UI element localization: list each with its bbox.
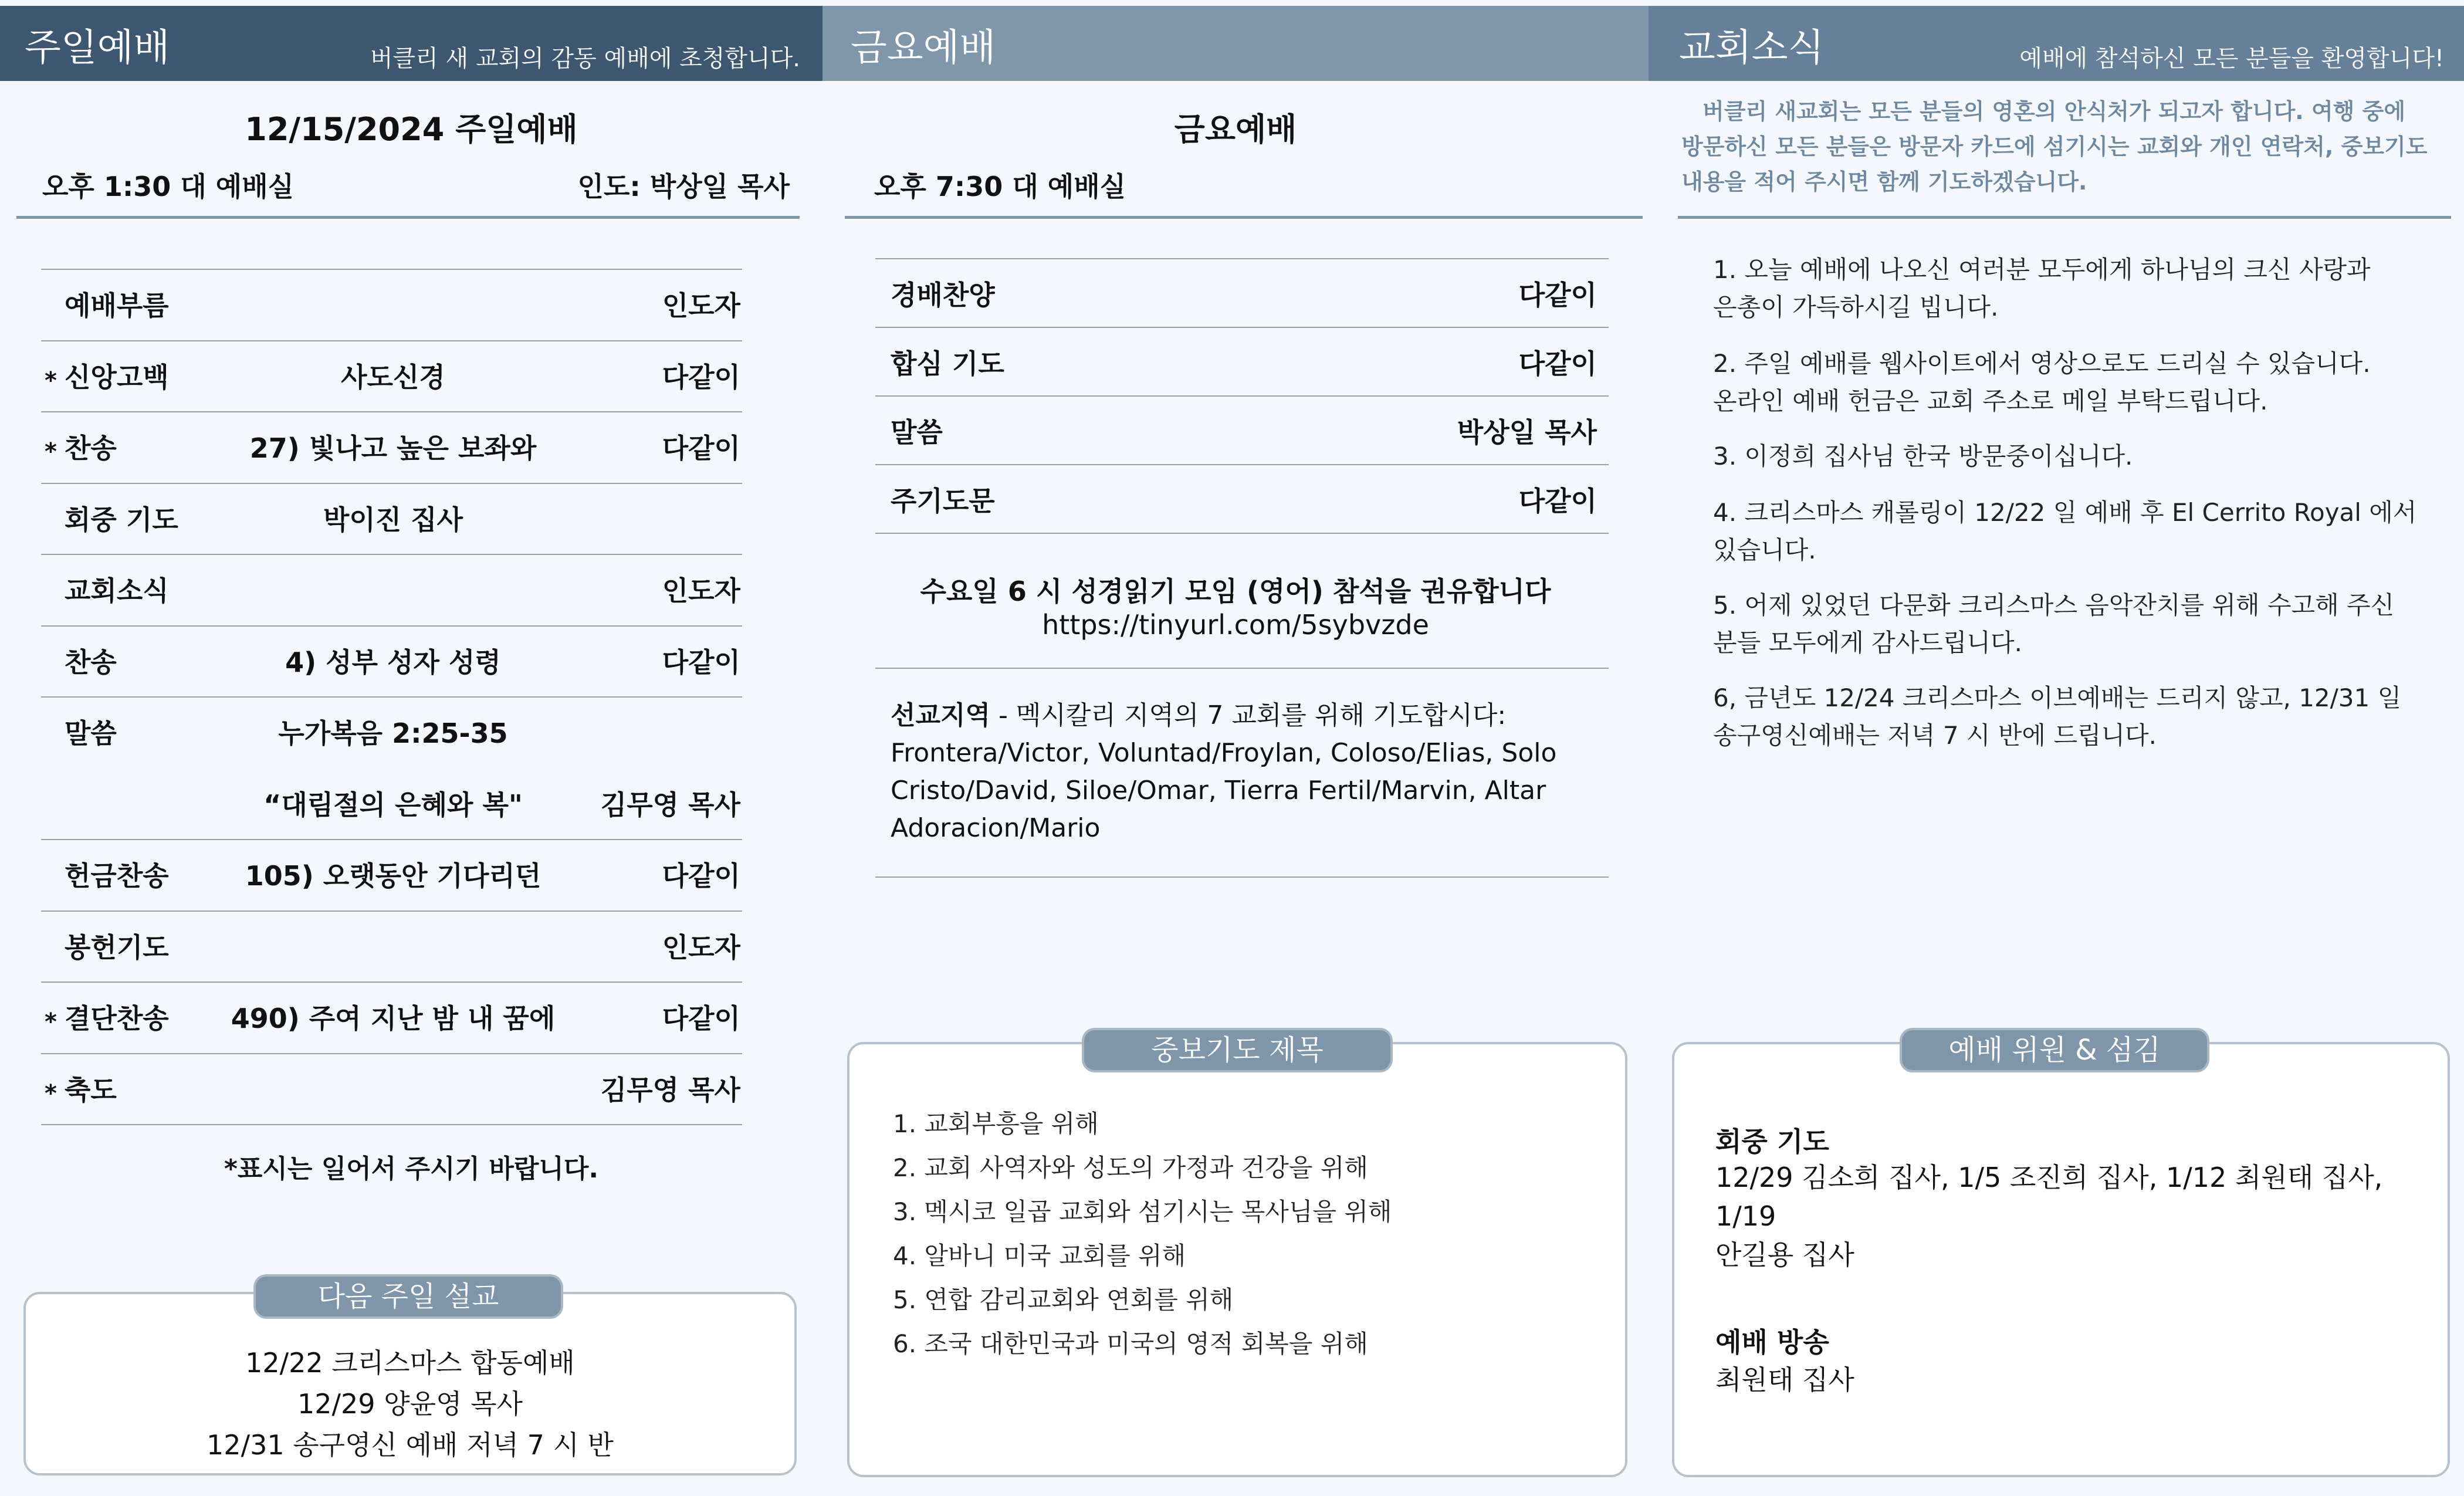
- row-divider: [41, 696, 742, 698]
- worship-item-label: 봉헌기도: [65, 931, 169, 963]
- welcome-message: [1681, 94, 2456, 199]
- worship-item-leader: 다같이: [662, 860, 740, 892]
- worship-item-detail: 105) 오랫동안 기다리던: [245, 860, 541, 892]
- news-item-line: 온라인 예배 헌금은 교회 주소로 메일 부탁드립니다.: [1713, 387, 2268, 415]
- row-divider: [41, 554, 742, 555]
- friday-header-title: 금요예배: [851, 26, 996, 70]
- welcome-line: 내용을 적어 주시면 함께 기도하겠습니다.: [1681, 169, 2087, 195]
- servants-prayer-line: 12/29 김소희 집사, 1/5 조진희 집사, 1/12 최원태 집사, 1/19: [1715, 1162, 2383, 1232]
- worship-item-leader: 다같이: [662, 1003, 740, 1034]
- friday-item-label: 경배찬양: [891, 279, 995, 311]
- sunday-header: [0, 6, 823, 81]
- worship-item-label: 말씀: [65, 717, 117, 749]
- sunday-service-column: [0, 0, 823, 1496]
- servants-prayer-schedule: [1715, 1158, 2443, 1274]
- worship-item-leader: 김무영 목사: [600, 788, 740, 821]
- worship-item-leader: 인도자: [662, 575, 740, 607]
- prayer-topic: 1. 교회부흥을 위해: [893, 1109, 1099, 1138]
- news-item: [1713, 494, 2441, 569]
- sunday-divider: [16, 216, 800, 219]
- friday-divider-3: [875, 876, 1609, 878]
- worship-item-detail: 490) 주여 지난 밤 내 꿈에: [231, 1003, 556, 1034]
- worship-item-detail: 누가복음 2:25-35: [278, 717, 508, 749]
- worship-item-leader: 인도자: [662, 290, 740, 321]
- worship-item-leader: 다같이: [662, 646, 740, 678]
- row-divider: [41, 839, 742, 840]
- friday-item-label: 말씀: [891, 417, 943, 448]
- servants-broadcast-label: 예배 방송: [1715, 1326, 1829, 1358]
- friday-divider: [845, 216, 1643, 219]
- worship-item-leader: 다같이: [662, 361, 740, 393]
- worship-item-detail: 사도신경: [341, 361, 445, 393]
- standing-mark: *: [45, 438, 57, 465]
- church-news-column: [1649, 0, 2464, 1496]
- friday-item-leader: 다같이: [1518, 279, 1597, 311]
- next-sermon-box: [23, 1292, 797, 1475]
- row-divider: [41, 340, 742, 341]
- worship-item-label: 결단찬송: [65, 1003, 169, 1034]
- prayer-topic: 3. 멕시코 일곱 교회와 섬기시는 목사님을 위해: [893, 1197, 1392, 1226]
- welcome-line: 방문하신 모든 분들은 방문자 카드에 섬기시는 교회와 개인 연락처, 중보기도: [1681, 134, 2428, 160]
- welcome-line: 버클리 새교회는 모든 분들의 영혼의 안식처가 되고자 합니다. 여행 중에: [1703, 99, 2406, 124]
- friday-header: [823, 6, 1649, 81]
- next-sermon-line: 12/22 크리스마스 합동예배: [245, 1347, 575, 1379]
- news-header-subtitle: 예배에 참석하신 모든 분들을 환영합니다!: [2019, 45, 2444, 72]
- worship-item-label: 신앙고백: [65, 361, 169, 393]
- worship-item-label: 축도: [65, 1074, 117, 1106]
- row-divider: [41, 411, 742, 412]
- row-divider: [41, 1053, 742, 1054]
- row-divider: [41, 911, 742, 912]
- worship-item-label: 헌금찬송: [65, 860, 169, 892]
- prayer-topic: 6. 조국 대한민국과 미국의 영적 회복을 위해: [893, 1329, 1368, 1358]
- worship-item-label: 교회소식: [65, 575, 169, 607]
- news-item: [1713, 679, 2441, 754]
- news-header: [1649, 6, 2464, 81]
- news-item-line: 2. 주일 예배를 웹사이트에서 영상으로도 드리실 수 있습니다.: [1713, 349, 2371, 378]
- friday-service-column: [823, 0, 1649, 1496]
- prayer-topics-box: [847, 1042, 1627, 1477]
- news-item-line: 1. 오늘 예배에 나오신 여러분 모두에게 하나님의 크신 사랑과: [1713, 255, 2371, 284]
- news-item-line: 송구영신예배는 저녁 7 시 반에 드립니다.: [1713, 721, 2157, 750]
- worship-item-detail: 4) 성부 성자 성령: [285, 646, 501, 678]
- servants-prayer-label: 회중 기도: [1715, 1126, 1829, 1157]
- next-sermon-lines: [26, 1342, 794, 1465]
- row-divider: [875, 258, 1609, 259]
- worship-item-leader: 다같이: [662, 432, 740, 464]
- worship-item-detail: “대림절의 은혜와 복": [263, 788, 523, 821]
- worship-item-label: 찬송: [65, 646, 117, 678]
- worship-item-leader: 인도자: [662, 931, 740, 963]
- mission-label: 선교지역: [891, 700, 991, 730]
- worship-item-label: 예배부름: [65, 290, 169, 321]
- news-item: [1713, 587, 2441, 662]
- row-divider: [41, 981, 742, 983]
- next-sermon-line: 12/29 양윤영 목사: [297, 1388, 523, 1420]
- worship-item-leader: 김무영 목사: [600, 1074, 740, 1106]
- news-item-line: 있습니다.: [1713, 536, 1816, 564]
- worship-item-detail: 27) 빛나고 높은 보좌와: [249, 432, 537, 464]
- friday-item-label: 합심 기도: [891, 348, 1004, 380]
- servants-broadcast-value: 최원태 집사: [1715, 1364, 1854, 1396]
- friday-divider-2: [875, 668, 1609, 669]
- mission-line: Cristo/David, Siloe/Omar, Tierra Fertil/Marvin, Altar: [891, 776, 1546, 805]
- news-item-line: 5. 어제 있었던 다문화 크리스마스 음악잔치를 위해 수고해 주신: [1713, 591, 2395, 620]
- news-header-title: 교회소식: [1679, 26, 1825, 70]
- friday-item-label: 주기도문: [891, 485, 995, 517]
- worship-item-label: 회중 기도: [65, 503, 178, 536]
- servants-prayer-line: 안길용 집사: [1715, 1239, 1854, 1271]
- mission-block: [891, 697, 1618, 847]
- sunday-header-title: 주일예배: [25, 26, 170, 70]
- prayer-topics-title: 중보기도 제목: [1084, 1030, 1390, 1070]
- mission-line: Adoracion/Mario: [891, 813, 1101, 843]
- prayer-topic: 5. 연합 감리교회와 연회를 위해: [893, 1285, 1234, 1314]
- bible-study-notice: 수요일 6 시 성경읽기 모임 (영어) 참석을 권유합니다: [920, 576, 1551, 607]
- friday-title: 금요예배: [1174, 111, 1297, 148]
- mission-line: Frontera/Victor, Voluntad/Froylan, Coloso/Elias, Solo: [891, 738, 1557, 768]
- friday-item-leader: 다같이: [1518, 348, 1597, 380]
- row-divider: [41, 625, 742, 627]
- news-divider: [1678, 216, 2451, 219]
- news-item: [1713, 345, 2441, 420]
- news-item-line: 4. 크리스마스 캐롤링이 12/22 일 예배 후 El Cerrito Royal 에서: [1713, 498, 2417, 527]
- prayer-topic: 2. 교회 사역자와 성도의 가정과 건강을 위해: [893, 1153, 1368, 1182]
- sunday-date-title: 12/15/2024 주일예배: [245, 111, 578, 148]
- friday-time-place: 오후 7:30 대 예배실: [874, 171, 1126, 202]
- sunday-time-place: 오후 1:30 대 예배실: [42, 171, 295, 202]
- next-sermon-title: 다음 주일 설교: [256, 1277, 561, 1316]
- row-divider: [875, 533, 1609, 534]
- standing-mark: *: [45, 1079, 57, 1107]
- news-item: [1713, 438, 2441, 475]
- standing-mark: *: [45, 1008, 57, 1035]
- next-sermon-line: 12/31 송구영신 예배 저녁 7 시 반: [207, 1429, 614, 1461]
- friday-item-leader: 다같이: [1518, 485, 1597, 517]
- worship-item-label: 찬송: [65, 432, 117, 464]
- standing-mark: *: [45, 367, 57, 394]
- row-divider: [41, 1124, 742, 1125]
- news-item-line: 3. 이정희 집사님 한국 방문중이십니다.: [1713, 442, 2133, 471]
- prayer-topic: 4. 알바니 미국 교회를 위해: [893, 1241, 1186, 1270]
- news-item-line: 분들 모두에게 감사드립니다.: [1713, 628, 2022, 657]
- sunday-header-subtitle: 버클리 새 교회의 감동 예배에 초청합니다.: [370, 45, 800, 72]
- mission-line: - 멕시칼리 지역의 7 교회를 위해 기도합시다:: [990, 700, 1507, 730]
- row-divider: [875, 327, 1609, 328]
- prayer-topics-list: [893, 1102, 1392, 1366]
- news-item-line: 은총이 가득하시길 빕니다.: [1713, 293, 1999, 321]
- row-divider: [875, 395, 1609, 397]
- sunday-leader: 인도: 박상일 목사: [577, 171, 790, 202]
- row-divider: [875, 464, 1609, 465]
- worship-item-detail: 박이진 집사: [323, 503, 463, 536]
- news-item-line: 6, 금년도 12/24 크리스마스 이브예배는 드리지 않고, 12/31 일: [1713, 683, 2402, 712]
- servants-title: 예배 위원 & 섬김: [1902, 1030, 2207, 1070]
- bible-study-url: https://tinyurl.com/5sybvzde: [1042, 609, 1429, 641]
- row-divider: [41, 269, 742, 270]
- news-item: [1713, 251, 2441, 326]
- row-divider: [41, 483, 742, 484]
- standing-note: *표시는 일어서 주시기 바랍니다.: [224, 1154, 599, 1184]
- servants-box: [1672, 1042, 2450, 1477]
- friday-item-leader: 박상일 목사: [1457, 417, 1597, 448]
